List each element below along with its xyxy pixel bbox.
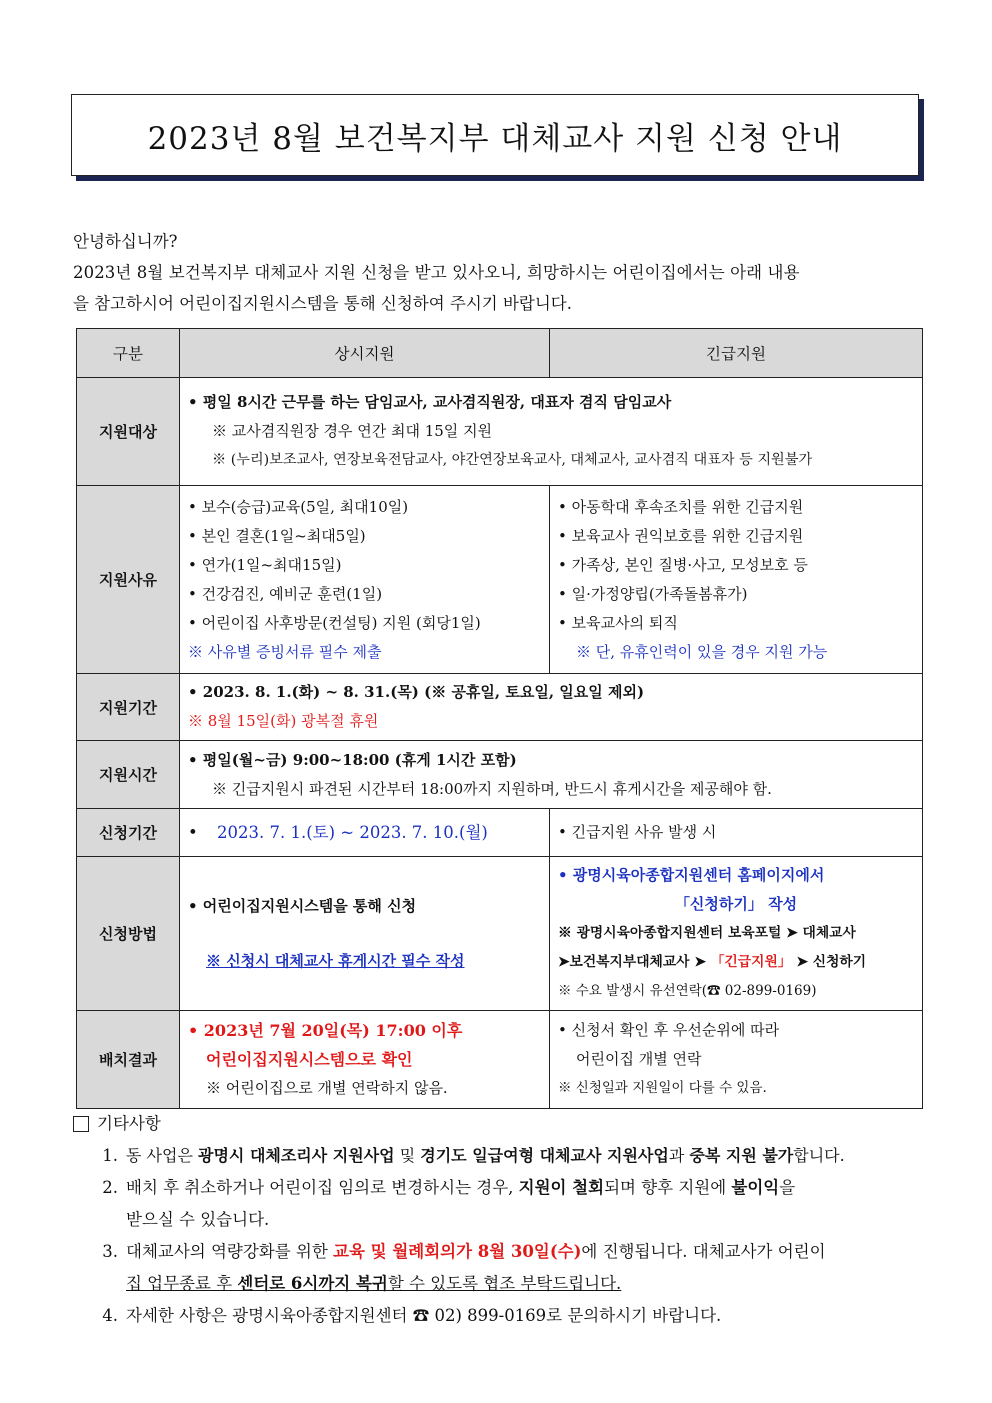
row-target — [77, 378, 923, 486]
target-note: ※ (누리)보조교사, 연장보육전담교사, 야간연장보육교사, 대체교사, 교사겸직 대표자 등 지원불가 — [212, 452, 813, 468]
list-item: • 본인 결혼(1일~최대5일) — [188, 526, 366, 545]
list-item: • 보육교사의 퇴직 — [558, 613, 678, 632]
etc-section — [73, 1108, 925, 1332]
bullet: • — [188, 823, 198, 842]
apply-period-urgent: • 긴급지원 사유 발생 시 — [558, 823, 717, 841]
row-label: 지원대상 — [77, 378, 180, 486]
row-reason — [77, 486, 923, 674]
reason-urgent-cell — [550, 486, 923, 674]
list-item: • 연가(1일~최대15일) — [188, 555, 342, 574]
header-urgent: 긴급지원 — [550, 329, 923, 378]
etc-heading-text: 기타사항 — [97, 1114, 161, 1133]
target-cell — [180, 378, 923, 486]
method-urgent-cell — [550, 857, 923, 1011]
etc-heading — [73, 1108, 925, 1140]
time-cell — [180, 741, 923, 809]
greeting: 안녕하십니까? — [73, 232, 178, 251]
result-note: ※ 어린이집으로 개별 연락하지 않음. — [206, 1079, 448, 1097]
row-period — [77, 674, 923, 741]
list-item: 4. 자세한 사항은 광명시육아종합지원센터 ☎ 02) 899-0169로 문의하시기 바랍니다. — [102, 1306, 722, 1325]
intro-line: 2023년 8월 보건복지부 대체교사 지원 신청을 받고 있사오니, 희망하시는 어린이집에서는 아래 내용 — [73, 263, 800, 282]
reason-regular-cell — [180, 486, 550, 674]
row-label: 신청기간 — [77, 809, 180, 857]
result-urgent-cell — [550, 1011, 923, 1109]
intro — [73, 226, 923, 319]
method-urgent-line: 「신청하기」 작성 — [674, 895, 798, 913]
apply-period-regular-cell — [180, 809, 550, 857]
list-item: • 아동학대 후속조치를 위한 긴급지원 — [558, 497, 804, 516]
list-item: • 어린이집 사후방문(컨설팅) 지원 (회당1일) — [188, 613, 481, 632]
apply-period-dates: 2023. 7. 1.(토) ~ 2023. 7. 10.(월) — [216, 823, 488, 842]
row-method — [77, 857, 923, 1011]
time-note: ※ 긴급지원시 파견된 시간부터 18:00까지 지원하며, 반드시 휴게시간을 제공해야 함. — [212, 779, 772, 798]
method-line: • 어린이집지원시스템을 통해 신청 — [188, 896, 417, 915]
list-item: • 보수(승급)교육(5일, 최대10일) — [188, 497, 409, 516]
row-label: 지원기간 — [77, 674, 180, 741]
row-label: 지원사유 — [77, 486, 180, 674]
checkbox-icon — [73, 1116, 89, 1132]
result-line: • 2023년 7월 20일(목) 17:00 이후 — [188, 1021, 463, 1040]
target-line: • 평일 8시간 근무를 하는 담임교사, 교사겸직원장, 대표자 겸직 담임교사 — [188, 393, 672, 411]
result-urgent-line: 어린이집 개별 연락 — [576, 1050, 702, 1068]
result-line: 어린이집지원시스템으로 확인 — [206, 1050, 413, 1069]
period-note: ※ 8월 15일(화) 광복절 휴원 — [188, 712, 379, 730]
period-cell — [180, 674, 923, 741]
page-title: 2023년 8월 보건복지부 대체교사 지원 신청 안내 — [147, 120, 843, 157]
row-label: 지원시간 — [77, 741, 180, 809]
period-line: • 2023. 8. 1.(화) ~ 8. 31.(목) (※ 공휴일, 토요일, 일요일 제외) — [188, 683, 645, 701]
list-item: • 일·가정양립(가족돌봄휴가) — [558, 584, 748, 603]
header-regular: 상시지원 — [180, 329, 550, 378]
title-box — [71, 94, 919, 176]
table-header-row — [77, 329, 923, 378]
list-item: • 가족상, 본인 질병·사고, 모성보호 등 — [558, 555, 808, 574]
row-result — [77, 1011, 923, 1109]
time-line: • 평일(월~금) 9:00~18:00 (휴게 1시간 포함) — [188, 750, 517, 769]
list-item: • 건강검진, 예비군 훈련(1일) — [188, 584, 383, 603]
method-urgent-contact: ※ 수요 발생시 유선연락(☎ 02-899-0169) — [558, 983, 817, 999]
row-label: 배치결과 — [77, 1011, 180, 1109]
reason-note: ※ 단, 유휴인력이 있을 경우 지원 가능 — [576, 642, 828, 661]
target-note: ※ 교사겸직원장 경우 연간 최대 15일 지원 — [212, 422, 493, 440]
row-apply-period — [77, 809, 923, 857]
method-urgent-path: ※ 광명시육아종합지원센터 보육포털 ➤ 대체교사 — [558, 925, 856, 941]
reason-note: ※ 사유별 증빙서류 필수 제출 — [188, 642, 382, 661]
list-item: 2. 배치 후 취소하거나 어린이집 임의로 변경하시는 경우, 지원이 철회되며 향후 지원에 불이익을 받으실 수 있습니다. — [102, 1178, 796, 1229]
intro-line: 을 참고하시어 어린이집지원시스템을 통해 신청하여 주시기 바랍니다. — [73, 294, 572, 313]
apply-period-urgent-cell — [550, 809, 923, 857]
method-note: ※ 신청시 대체교사 휴게시간 필수 작성 — [206, 951, 465, 970]
method-regular-cell — [180, 857, 550, 1011]
result-urgent-line: • 신청서 확인 후 우선순위에 따라 — [558, 1021, 780, 1039]
method-urgent-path: ➤보건복지부대체교사 ➤ 「긴급지원」 ➤ 신청하기 — [558, 954, 867, 970]
method-urgent-line: • 광명시육아종합지원센터 홈페이지에서 — [558, 866, 825, 884]
list-item: • 보육교사 권익보호를 위한 긴급지원 — [558, 526, 804, 545]
row-label: 신청방법 — [77, 857, 180, 1011]
result-regular-cell — [180, 1011, 550, 1109]
list-item: 1. 동 사업은 광명시 대체조리사 지원사업 및 경기도 일급여형 대체교사 지원사업과 중복 지원 불가합니다. — [102, 1146, 845, 1165]
list-item: 3. 대체교사의 역량강화를 위한 교육 및 월례회의가 8월 30일(수)에 진행됩니다. 대체교사가 어린이 집 업무종료 후 센터로 6시까지 복귀할 수 있도록 협조 부탁드립니다. — [102, 1242, 826, 1293]
header-category: 구분 — [77, 329, 180, 378]
result-urgent-note: ※ 신청일과 지원일이 다를 수 있음. — [558, 1080, 767, 1096]
info-table — [76, 328, 923, 1109]
row-time — [77, 741, 923, 809]
